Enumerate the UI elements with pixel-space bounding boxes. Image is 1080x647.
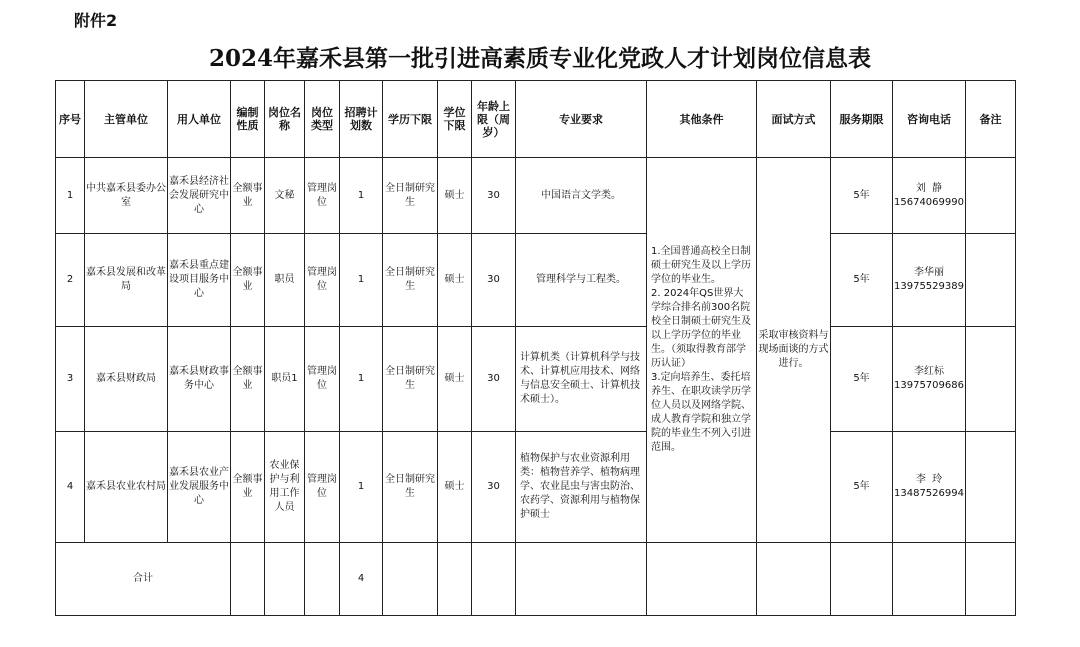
- cell-major: 计算机类（计算机科学与技术、计算机应用技术、网络与信息安全硕士、计算机技术硕士）。: [516, 327, 647, 432]
- cell-dept: 嘉禾县农业农村局: [85, 432, 168, 543]
- cell-position: 职员1: [265, 327, 305, 432]
- contact-phone: 13975709686: [894, 380, 964, 391]
- cell-seq: 2: [56, 234, 85, 327]
- contact-phone: 15674069990: [894, 196, 964, 208]
- header-interview: 面试方式: [757, 81, 831, 158]
- cell-empty: [472, 543, 516, 616]
- cell-service: 5年: [831, 234, 893, 327]
- contact-phone: 13975529389: [894, 281, 964, 292]
- total-label: 合计: [56, 543, 231, 616]
- cell-empty: [383, 543, 438, 616]
- table-row: [56, 158, 1016, 234]
- header-degree: 学位下限: [438, 81, 472, 158]
- cell-major: 植物保护与农业资源利用类：植物营养学、植物病理学、农业昆虫与害虫防治、农药学、资源利用与植物保护硕士: [516, 432, 647, 543]
- cell-remarks: [966, 234, 1016, 327]
- contact-name: 刘 静: [915, 182, 943, 194]
- cell-phone: [893, 234, 966, 327]
- position-info-table: [55, 80, 1016, 616]
- cell-staffing: 全额事业: [231, 327, 265, 432]
- attachment-label: 附件2: [74, 11, 118, 30]
- cell-staffing: 全额事业: [231, 234, 265, 327]
- cell-position: 职员: [265, 234, 305, 327]
- cell-age: 30: [472, 432, 516, 543]
- cell-age: 30: [472, 234, 516, 327]
- cell-seq: 4: [56, 432, 85, 543]
- cell-dept: 中共嘉禾县委办公室: [85, 158, 168, 234]
- cell-position: 农业保护与利用工作人员: [265, 432, 305, 543]
- cell-major: 中国语言文学类。: [516, 158, 647, 234]
- header-position: 岗位名称: [265, 81, 305, 158]
- cell-seq: 1: [56, 158, 85, 234]
- cell-employer: 嘉禾县财政事务中心: [168, 327, 231, 432]
- cell-education: 全日制研究生: [383, 432, 438, 543]
- cell-staffing: 全额事业: [231, 432, 265, 543]
- cell-education: 全日制研究生: [383, 327, 438, 432]
- cell-empty: [831, 543, 893, 616]
- total-quota: 4: [340, 543, 383, 616]
- header-seq: 序号: [56, 81, 85, 158]
- header-education: 学历下限: [383, 81, 438, 158]
- contact-name: 李 玲: [915, 474, 943, 485]
- cell-phone: [893, 327, 966, 432]
- cell-quota: 1: [340, 327, 383, 432]
- cell-education: 全日制研究生: [383, 158, 438, 234]
- cell-quota: 1: [340, 432, 383, 543]
- header-staffing: 编制性质: [231, 81, 265, 158]
- cell-education: 全日制研究生: [383, 234, 438, 327]
- cell-degree: 硕士: [438, 158, 472, 234]
- header-row: [56, 81, 1016, 158]
- cell-dept: 嘉禾县发展和改革局: [85, 234, 168, 327]
- cell-other-conditions: 1.全国普通高校全日制硕士研究生及以上学历学位的毕业生。 2. 2024年QS世界大学综合排名前300名院校全日制硕士研究生及以上学历学位的毕业生。（须取得教育部学历认证） 3.定向培养生、委托培养生、在职攻读学历学位人员以及网络学院、成人教育学院和独立学院的毕业生不列入引进范围。: [647, 158, 757, 543]
- cell-empty: [647, 543, 757, 616]
- cell-age: 30: [472, 327, 516, 432]
- cell-remarks: [966, 327, 1016, 432]
- cell-staffing: 全额事业: [231, 158, 265, 234]
- cell-interview-method: 采取审核资料与现场面谈的方式进行。: [757, 158, 831, 543]
- cell-empty: [305, 543, 340, 616]
- header-major: 专业要求: [516, 81, 647, 158]
- header-service: 服务期限: [831, 81, 893, 158]
- cell-major: 管理科学与工程类。: [516, 234, 647, 327]
- cell-quota: 1: [340, 158, 383, 234]
- contact-name: 李红标: [914, 366, 944, 377]
- cell-remarks: [966, 158, 1016, 234]
- cell-post-type: 管理岗位: [305, 432, 340, 543]
- header-quota: 招聘计划数: [340, 81, 383, 158]
- header-other: 其他条件: [647, 81, 757, 158]
- contact-name: 李华丽: [914, 267, 944, 278]
- cell-degree: 硕士: [438, 234, 472, 327]
- header-employer: 用人单位: [168, 81, 231, 158]
- header-dept: 主管单位: [85, 81, 168, 158]
- page-title: 2024年嘉禾县第一批引进高素质专业化党政人才计划岗位信息表: [208, 45, 871, 72]
- cell-employer: 嘉禾县农业产业发展服务中心: [168, 432, 231, 543]
- cell-empty: [516, 543, 647, 616]
- table-row: [56, 432, 1016, 543]
- cell-empty: [893, 543, 966, 616]
- cell-post-type: 管理岗位: [305, 158, 340, 234]
- cell-quota: 1: [340, 234, 383, 327]
- cell-post-type: 管理岗位: [305, 327, 340, 432]
- cell-empty: [966, 543, 1016, 616]
- cell-employer: 嘉禾县经济社会发展研究中心: [168, 158, 231, 234]
- cell-degree: 硕士: [438, 327, 472, 432]
- table-row: [56, 234, 1016, 327]
- cell-empty: [757, 543, 831, 616]
- header-phone: 咨询电话: [893, 81, 966, 158]
- cell-post-type: 管理岗位: [305, 234, 340, 327]
- header-post-type: 岗位类型: [305, 81, 340, 158]
- cell-service: 5年: [831, 327, 893, 432]
- header-remarks: 备注: [966, 81, 1016, 158]
- table-row: [56, 327, 1016, 432]
- cell-empty: [438, 543, 472, 616]
- header-age: 年龄上限（周岁）: [472, 81, 516, 158]
- cell-seq: 3: [56, 327, 85, 432]
- cell-phone: [893, 158, 966, 234]
- cell-remarks: [966, 432, 1016, 543]
- cell-age: 30: [472, 158, 516, 234]
- total-row: [56, 543, 1016, 616]
- cell-empty: [265, 543, 305, 616]
- cell-employer: 嘉禾县重点建设项目服务中心: [168, 234, 231, 327]
- cell-position: 文秘: [265, 158, 305, 234]
- cell-service: 5年: [831, 432, 893, 543]
- cell-dept: 嘉禾县财政局: [85, 327, 168, 432]
- cell-service: 5年: [831, 158, 893, 234]
- cell-phone: [893, 432, 966, 543]
- cell-empty: [231, 543, 265, 616]
- contact-phone: 13487526994: [894, 488, 964, 499]
- cell-degree: 硕士: [438, 432, 472, 543]
